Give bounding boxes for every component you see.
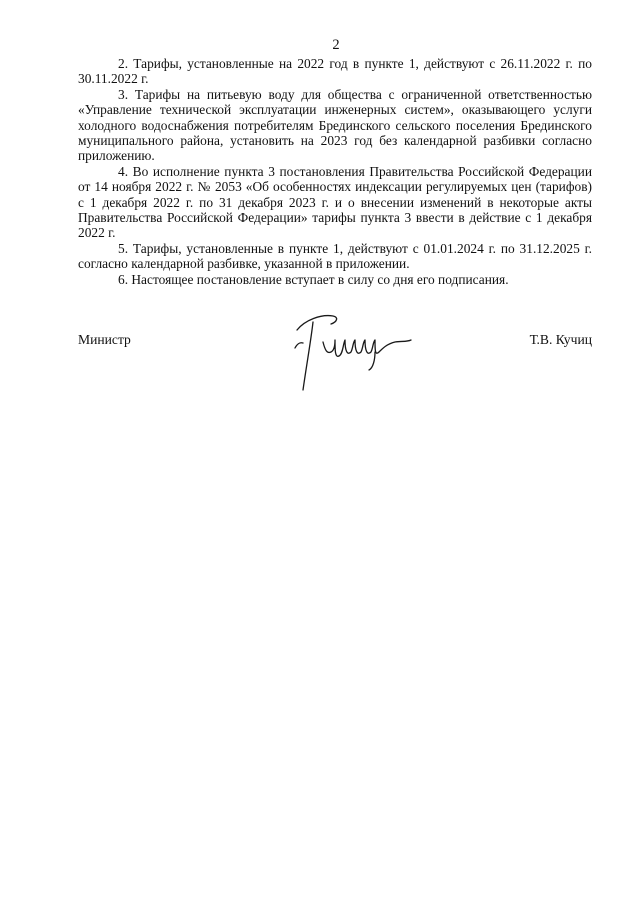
signature-block: [78, 310, 592, 400]
paragraph-3: 3. Тарифы на питьевую воду для общества с ограниченной ответственностью «Управление технической эксплуатации инженерных систем», оказывающего услуги холодного водоснабжения потребителям Брединского сельского поселения Брединского муниципального района, установить на 2023 год без календарной разбивки согласно приложению.: [78, 86, 592, 164]
page-number: 2: [332, 37, 340, 53]
paragraph-6: 6. Настоящее постановление вступает в силу со дня его подписания.: [118, 271, 509, 287]
paragraph-2: 2. Тарифы, установленные на 2022 год в пункте 1, действуют с 26.11.2022 г. по 30.11.2022 г.: [78, 56, 592, 87]
paragraph-4: 4. Во исполнение пункта 3 постановления Правительства Российской Федерации от 14 ноября 2022 г. № 2053 «Об особенностях индексации регулируемых цен (тарифов) с 1 декабря 2022 г. по 31 декабря 2023 г. и о внесении изменений в некоторые акты Правительства Российской Федерации» тарифы пункта 3 ввести в действие с 1 декабря 2022 г.: [78, 163, 592, 241]
signer-title: Министр: [78, 332, 131, 347]
handwritten-signature: [283, 310, 423, 395]
document-body: [78, 56, 592, 287]
paragraph-5: 5. Тарифы, установленные в пункте 1, действуют с 01.01.2024 г. по 31.12.2025 г. согласно календарной разбивке, указанной в приложении.: [78, 240, 592, 272]
signer-name: Т.В. Кучиц: [529, 332, 592, 347]
